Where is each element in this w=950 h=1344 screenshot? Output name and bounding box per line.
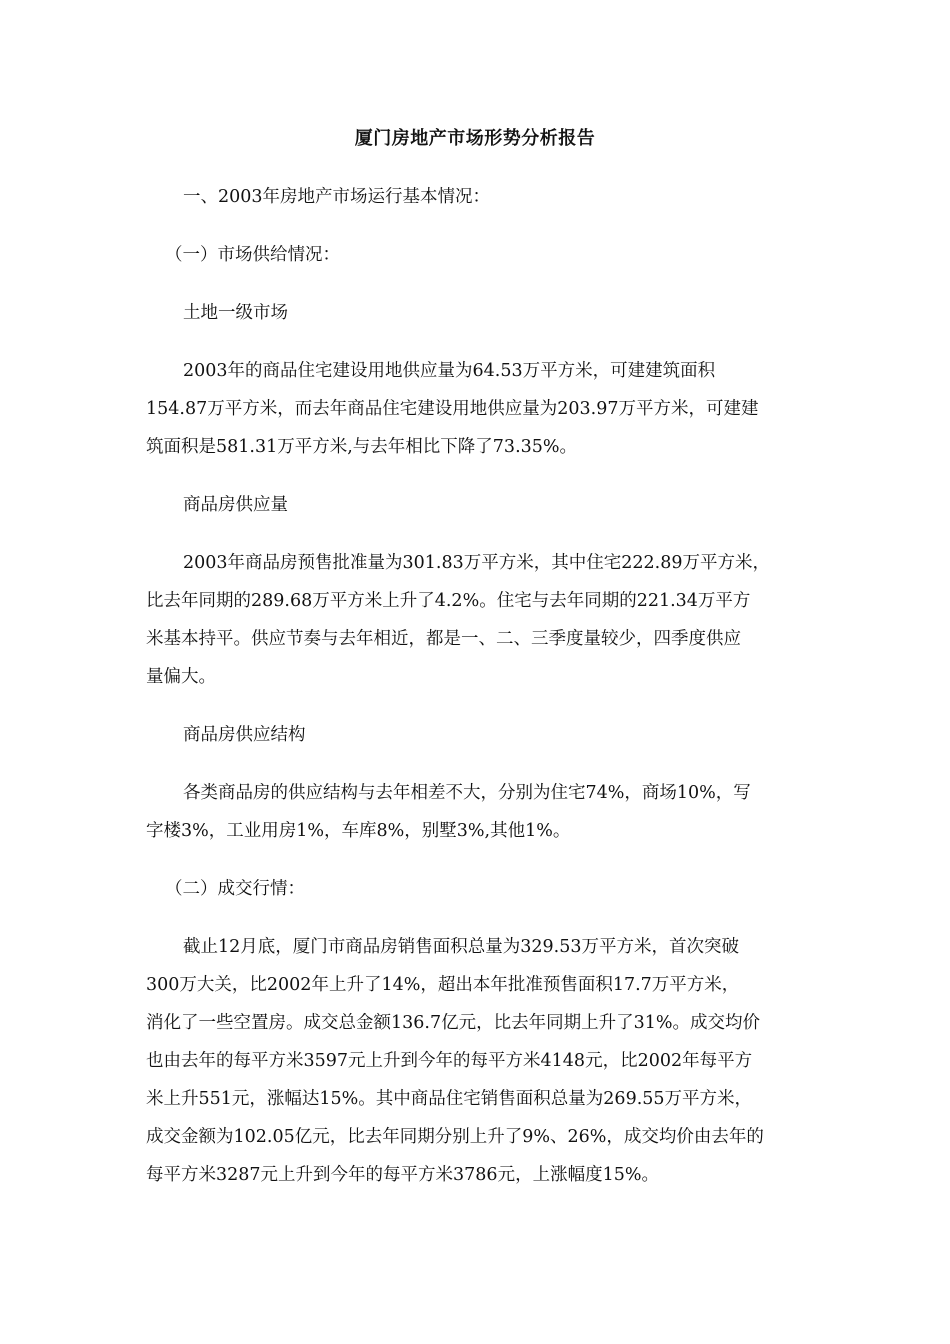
paragraph-transactions-line-3: 消化了一些空置房。成交总金额136.7亿元，比去年同期上升了31%。成交均价: [146, 1013, 760, 1033]
paragraph-transactions-line-5: 米上升551元，涨幅达15%。其中商品住宅销售面积总量为269.55万平方米，: [146, 1089, 753, 1109]
topic-heading-housing-supply: 商品房供应量: [183, 495, 288, 515]
topic-heading-supply-structure: 商品房供应结构: [183, 725, 306, 745]
subsection-heading-supply: （一）市场供给情况：: [165, 245, 340, 265]
document-title: 厦门房地产市场形势分析报告: [354, 128, 596, 149]
paragraph-land-line-1: 2003年的商品住宅建设用地供应量为64.53万平方米，可建建筑面积: [183, 361, 716, 381]
paragraph-transactions-line-7: 每平方米3287元上升到今年的每平方米3786元，上涨幅度15%。: [146, 1165, 659, 1185]
paragraph-structure-line-1: 各类商品房的供应结构与去年相差不大，分别为住宅74%，商场10%，写: [183, 783, 751, 803]
paragraph-transactions-line-2: 300万大关，比2002年上升了14%，超出本年批准预售面积17.7万平方米，: [146, 975, 740, 995]
paragraph-structure-line-2: 字楼3%，工业用房1%，车库8%，别墅3%,其他1%。: [146, 821, 571, 841]
paragraph-land-line-2: 154.87万平方米，而去年商品住宅建设用地供应量为203.97万平方米，可建建: [146, 399, 759, 419]
paragraph-transactions-line-1: 截止12月底，厦门市商品房销售面积总量为329.53万平方米，首次突破: [183, 937, 739, 957]
section-heading-1: 一、2003年房地产市场运行基本情况：: [183, 187, 491, 207]
paragraph-transactions-line-6: 成交金额为102.05亿元，比去年同期分别上升了9%、26%，成交均价由去年的: [146, 1127, 764, 1147]
paragraph-land-line-3: 筑面积是581.31万平方米,与去年相比下降了73.35%。: [146, 437, 578, 457]
paragraph-transactions-line-4: 也由去年的每平方米3597元上升到今年的每平方米4148元，比2002年每平方: [146, 1051, 753, 1071]
subsection-heading-transactions: （二）成交行情：: [165, 879, 305, 899]
paragraph-supply-line-4: 量偏大。: [146, 667, 216, 687]
topic-heading-land-market: 土地一级市场: [183, 303, 288, 323]
paragraph-supply-line-2: 比去年同期的289.68万平方米上升了4.2%。住宅与去年同期的221.34万平方: [146, 591, 751, 611]
paragraph-supply-line-1: 2003年商品房预售批准量为301.83万平方米，其中住宅222.89万平方米，: [183, 553, 771, 573]
paragraph-supply-line-3: 米基本持平。供应节奏与去年相近，都是一、二、三季度量较少，四季度供应: [146, 629, 741, 649]
